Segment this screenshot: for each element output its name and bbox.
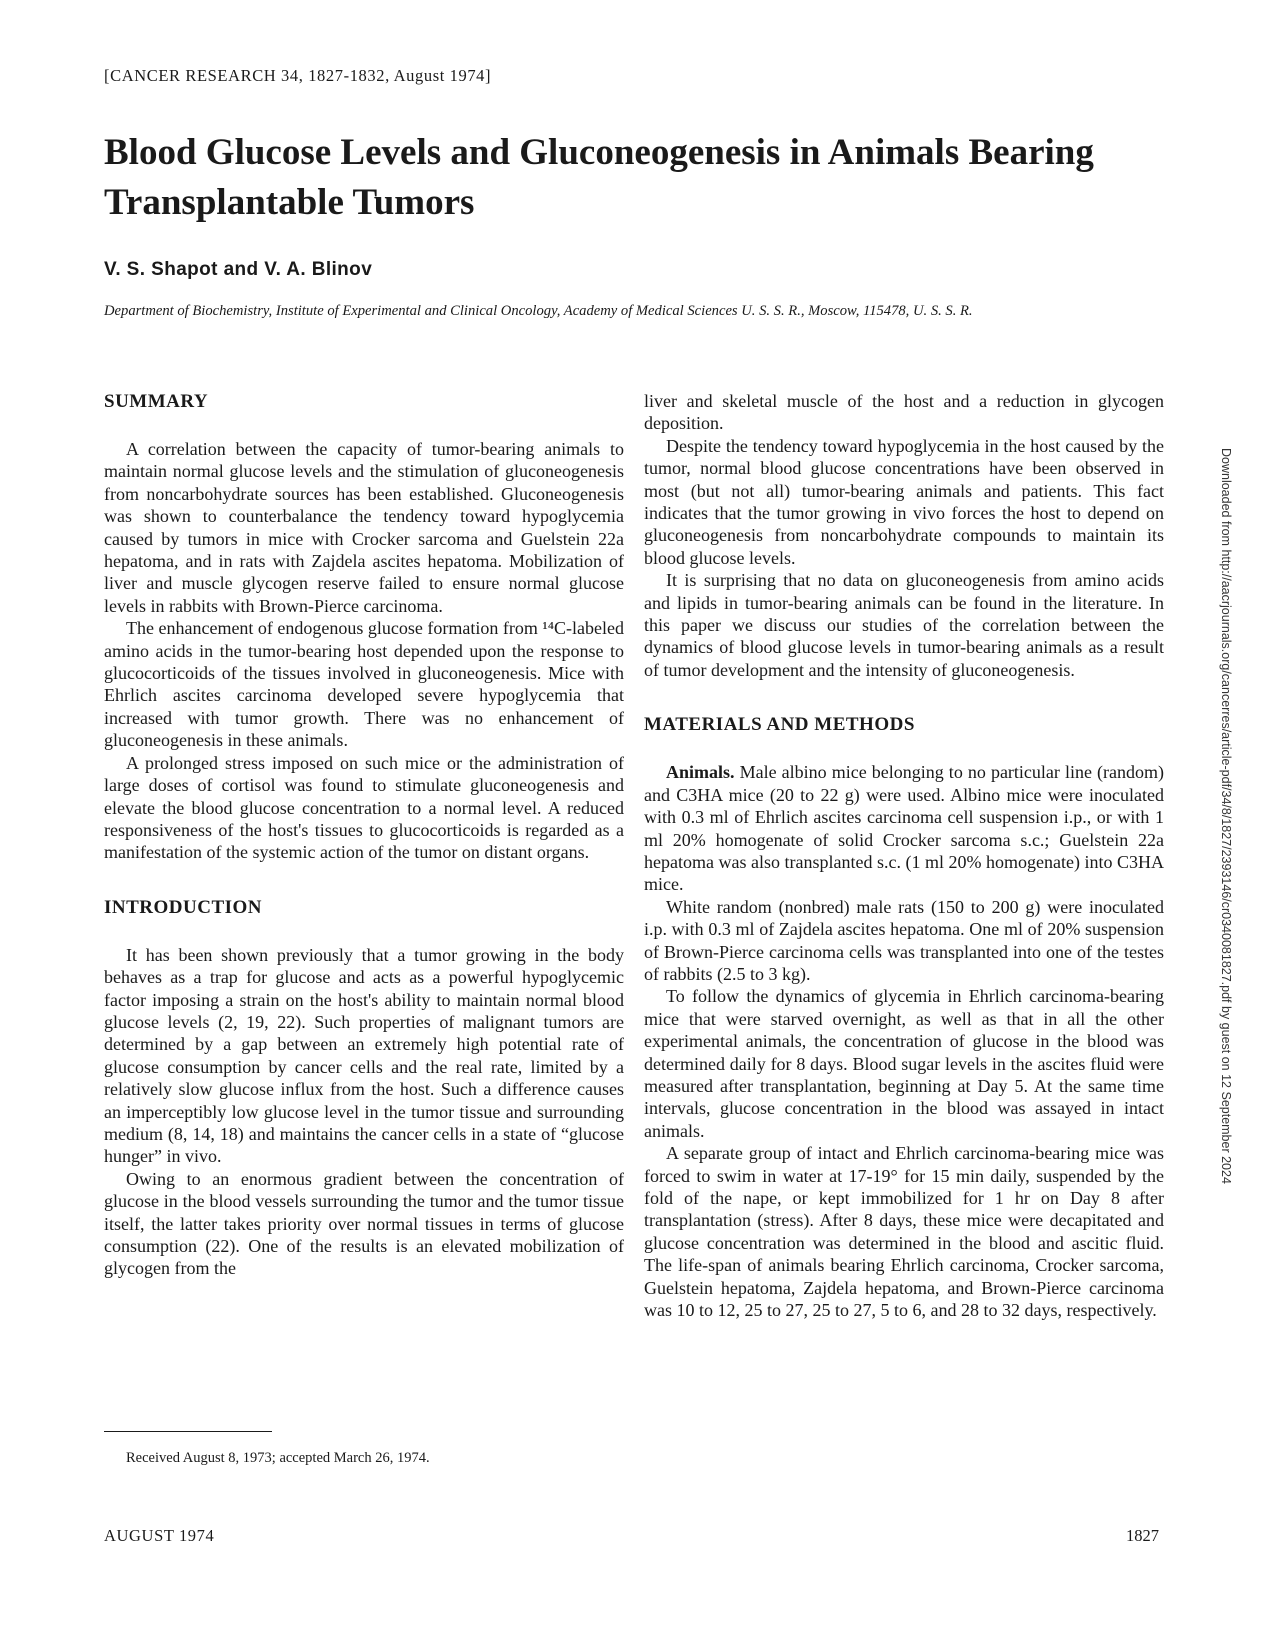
introduction-heading: INTRODUCTION — [104, 896, 263, 918]
affiliation: Department of Biochemistry, Institute of Experimental and Clinical Oncology, Academy of Medical Sciences U. S. S. R., Moscow, 115478, U. S. S. R. — [104, 303, 973, 319]
summary-heading: SUMMARY — [104, 391, 209, 412]
author-list: V. S. Shapot and V. A. Blinov — [104, 259, 373, 280]
right-column — [644, 390, 1164, 1321]
introduction-continued: liver and skeletal muscle of the host and a reduction in glycogen deposition. — [644, 391, 1164, 434]
footer-date: AUGUST 1974 — [104, 1526, 215, 1545]
methods-paragraph-2: White random (nonbred) male rats (150 to 200 g) were inoculated i.p. with 0.3 ml of Zajdela ascites hepatoma. One ml of 20% suspension of Brown-Pierce carcinoma cells was transplanted into one of the testes of rabbits (2.5 to 3 kg). — [644, 896, 1164, 984]
article-title: Blood Glucose Levels and Gluconeogenesis in Animals Bearing Transplantable Tumors — [104, 132, 1094, 223]
introduction-paragraph-1: It has been shown previously that a tumor growing in the body behaves as a trap for glucose and acts as a powerful hypoglycemic factor imposing a strain on the host's ability to maintain normal blood glucose levels (2, 19, 22). Such properties of malignant tumors are determined by a gap between an extremely high potential rate of glucose consumption by cancer cells and the real rate, limited by a relatively slow glucose influx from the host. Such a difference causes an imperceptibly low glucose level in the tumor tissue and surrounding medium (8, 14, 18) and maintains the cancer cells in a state of “glucose hunger” in vivo. — [104, 944, 624, 1167]
introduction-paragraph-3: Despite the tendency toward hypoglycemia in the host caused by the tumor, normal blood glucose concentrations have been observed in most (but not all) tumor-bearing animals and patients. This fact indicates that the tumor growing in vivo forces the host to depend on gluconeogenesis from noncarbohydrate compounds to maintain its blood glucose levels. — [644, 435, 1164, 568]
footnote-rule — [104, 1431, 272, 1433]
introduction-paragraph-4: It is surprising that no data on gluconeogenesis from amino acids and lipids in tumor-bearing animals can be found in the literature. In this paper we discuss our studies of the correlation between the dynamics of blood glucose levels in tumor-bearing animals as a result of tumor development and the intensity of gluconeogenesis. — [644, 570, 1164, 680]
received-footnote: Received August 8, 1973; accepted March 26, 1974. — [126, 1450, 430, 1466]
summary-paragraph-1: A correlation between the capacity of tumor-bearing animals to maintain normal glucose levels and the stimulation of gluconeogenesis from noncarbohydrate sources has been established. Gluconeogenesis was shown to counterbalance the tendency toward hypoglycemia caused by tumors in mice with Crocker sarcoma and Guelstein 22a hepatoma, and in rats with Zajdela ascites hepatoma. Mobilization of liver and muscle glycogen reserve failed to ensure normal glucose levels in rabbits with Brown-Pierce carcinoma. — [104, 439, 624, 616]
animals-paragraph-text: Male albino mice belonging to no particular line (random) and C3HA mice (20 to 22 g) were used. Albino mice were inoculated with 0.3 ml of Ehrlich ascites carcinoma cell suspension i.p., or with 1 ml 20% homogenate of solid Crocker sarcoma s.c.; Guelstein 22a hepatoma was also transplanted s.c. (1 ml 20% homogenate) into C3HA mice. — [644, 762, 1165, 895]
methods-heading: MATERIALS AND METHODS — [644, 714, 915, 736]
journal-header: [CANCER RESEARCH 34, 1827-1832, August 1974] — [104, 66, 492, 85]
summary-paragraph-3: A prolonged stress imposed on such mice or the administration of large doses of cortisol was found to stimulate gluconeogenesis and elevate the blood glucose concentration to a normal level. A reduced responsiveness of the host's tissues to glucocorticoids is regarded as a manifestation of the systemic action of the tumor on distant organs. — [104, 752, 624, 863]
summary-paragraph-2: The enhancement of endogenous glucose formation from ¹⁴C-labeled amino acids in the tumor-bearing host depended upon the response to glucocorticoids of the tissues involved in gluconeogenesis. Mice with Ehrlich ascites carcinoma developed severe hypoglycemia that increased with tumor growth. There was no enhancement of gluconeogenesis in these animals. — [104, 618, 625, 751]
left-column — [104, 390, 624, 1280]
methods-paragraph-4: A separate group of intact and Ehrlich carcinoma-bearing mice was forced to swim in water at 17-19° for 15 min daily, suspended by the fold of the nape, or kept immobilized for 1 hr on Day 8 after transplantation (stress). After 8 days, these mice were decapitated and glucose concentration was determined in the blood and ascitic fluid. The life-span of animals bearing Ehrlich carcinoma, Crocker sarcoma, Guelstein hepatoma, Zajdela hepatoma, and Brown-Pierce carcinoma was 10 to 12, 25 to 27, 25 to 27, 5 to 6, and 28 to 32 days, respectively. — [644, 1143, 1164, 1321]
page-number: 1827 — [1126, 1526, 1159, 1545]
methods-animals-paragraph — [644, 761, 1164, 895]
animals-run-in-heading: Animals. — [666, 762, 735, 783]
download-watermark: Downloaded from http://aacrjournals.org/cancerres/article-pdf/34/8/1827/2393146/cr0340081827.pdf by guest on 12 September 2024 — [1219, 448, 1233, 1184]
introduction-paragraph-2: Owing to an enormous gradient between the concentration of glucose in the blood vessels surrounding the tumor and the tumor tissue itself, the latter takes priority over normal tissues in terms of glucose consumption (22). One of the results is an elevated mobilization of glycogen from the — [104, 1168, 624, 1279]
methods-paragraph-3: To follow the dynamics of glycemia in Ehrlich carcinoma-bearing mice that were starved overnight, as well as that in all the other experimental animals, the concentration of glucose in the blood was determined daily for 8 days. Blood sugar levels in the ascites fluid were measured after transplantation, beginning at Day 5. At the same time intervals, glucose concentration in the blood was assayed in intact animals. — [644, 986, 1164, 1141]
